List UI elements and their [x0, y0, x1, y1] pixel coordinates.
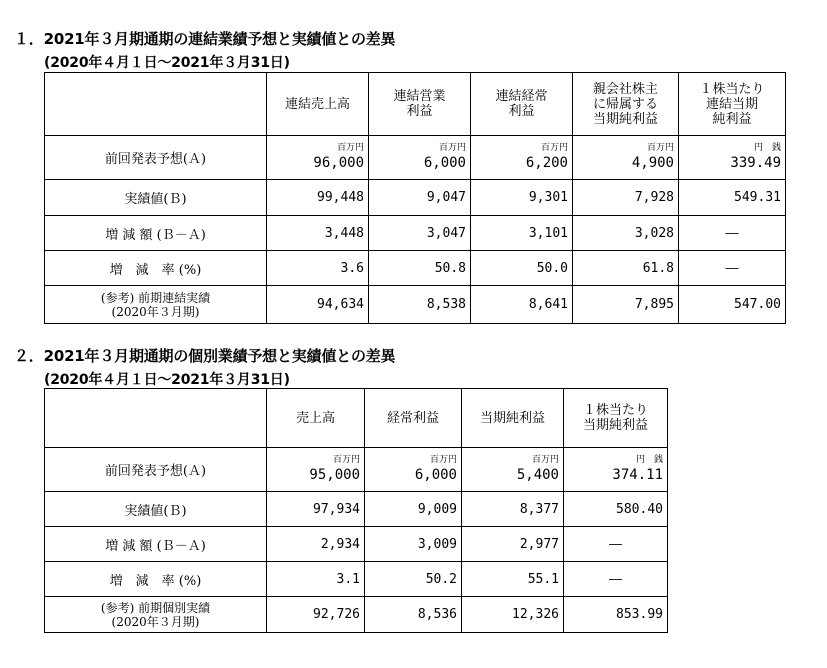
- table-row: [45, 527, 668, 562]
- cell-value-dash: ―: [679, 216, 786, 251]
- cell-value: 9,047: [369, 180, 471, 216]
- cell-value: 2,934: [267, 527, 365, 562]
- row-label: 実績値(Ｂ): [45, 180, 267, 216]
- col-header-eps: １株当たり 当期純利益: [564, 389, 668, 448]
- unit-label: 百万円: [438, 143, 466, 153]
- unit-label: 百万円: [540, 143, 568, 153]
- row-label: (参考) 前期個別実績 (2020年３月期): [45, 597, 267, 633]
- col-header-net-income: 親会社株主 に帰属する 当期純利益: [573, 73, 679, 136]
- cell-value: 8,641: [471, 286, 573, 324]
- cell-value: 97,934: [267, 492, 365, 527]
- unit-label: 百万円: [646, 143, 674, 153]
- cell-value: 12,326: [462, 597, 564, 633]
- cell-value: 8,536: [365, 597, 462, 633]
- cell-value: 4,900: [631, 155, 674, 171]
- cell-value-dash: ―: [564, 527, 668, 562]
- unit-label: 百万円: [336, 143, 364, 153]
- cell-value: 374.11: [612, 467, 663, 483]
- row-label: (参考) 前期連結実績 (2020年３月期): [45, 286, 267, 324]
- row-label: 増 減 額 (Ｂ－Ａ): [45, 527, 267, 562]
- cell-value: 50.8: [369, 251, 471, 286]
- unit-label: 百万円: [531, 455, 559, 465]
- table-cell: [369, 136, 471, 180]
- cell-value: 99,448: [267, 180, 369, 216]
- table-cell: [267, 136, 369, 180]
- cell-value: 6,200: [525, 155, 568, 171]
- cell-value-dash: ―: [564, 562, 668, 597]
- table-row: [45, 216, 786, 251]
- cell-value: 55.1: [462, 562, 564, 597]
- row-label: 増 減 額 (Ｂ－Ａ): [45, 216, 267, 251]
- cell-value: 8,377: [462, 492, 564, 527]
- row-label: 前回発表予想(Ａ): [45, 136, 267, 180]
- section2-period: (2020年４月１日～2021年３月31日): [44, 372, 290, 388]
- table-cell: [365, 448, 462, 492]
- col-header-consolidated-sales: 連結売上高: [267, 73, 369, 136]
- cell-value: 547.00: [679, 286, 786, 324]
- cell-value: 50.0: [471, 251, 573, 286]
- cell-value: 549.31: [679, 180, 786, 216]
- cell-value: 8,538: [369, 286, 471, 324]
- col-header-eps: １株当たり 連結当期 純利益: [679, 73, 786, 136]
- row-label: 実績値(Ｂ): [45, 492, 267, 527]
- cell-value: 7,928: [573, 180, 679, 216]
- cell-value: 3,009: [365, 527, 462, 562]
- cell-value: 853.99: [564, 597, 668, 633]
- table-cell: [573, 136, 679, 180]
- cell-value: 3.6: [267, 251, 369, 286]
- row-label: 増 減 率 (%): [45, 562, 267, 597]
- consolidated-forecast-table: [44, 72, 786, 324]
- cell-value: 6,000: [414, 467, 457, 483]
- cell-value: 5,400: [516, 467, 559, 483]
- col-header-operating-profit: 連結営業 利益: [369, 73, 471, 136]
- header-blank-cell: [45, 73, 267, 136]
- table-cell: [471, 136, 573, 180]
- table-cell: [564, 448, 668, 492]
- cell-value: 3,028: [573, 216, 679, 251]
- section1-title: １．2021年３月期通期の連結業績予想と実績値との差異: [14, 30, 396, 48]
- unit-label: 百万円: [332, 455, 360, 465]
- cell-value: 580.40: [564, 492, 668, 527]
- unit-label: 百万円: [429, 455, 457, 465]
- cell-value: 6,000: [423, 155, 466, 171]
- col-header-ordinary-profit: 経常利益: [365, 389, 462, 448]
- cell-value: 2,977: [462, 527, 564, 562]
- cell-value: 61.8: [573, 251, 679, 286]
- table-cell: [267, 448, 365, 492]
- cell-value: 95,000: [309, 467, 360, 483]
- non-consolidated-forecast-table: [44, 388, 668, 633]
- cell-value: 3,101: [471, 216, 573, 251]
- cell-value: 3,448: [267, 216, 369, 251]
- table-row: [45, 251, 786, 286]
- table-cell: [462, 448, 564, 492]
- row-label: 前回発表予想(Ａ): [45, 448, 267, 492]
- col-header-net-income: 当期純利益: [462, 389, 564, 448]
- row-label: 増 減 率 (%): [45, 251, 267, 286]
- section2-title: ２．2021年３月期通期の個別業績予想と実績値との差異: [14, 347, 396, 365]
- section1-period: (2020年４月１日～2021年３月31日): [44, 55, 290, 71]
- table-row: [45, 180, 786, 216]
- table-row: [45, 492, 668, 527]
- table-cell: [679, 136, 786, 180]
- header-blank-cell: [45, 389, 267, 448]
- cell-value: 9,301: [471, 180, 573, 216]
- cell-value: 3,047: [369, 216, 471, 251]
- unit-label: 円 銭: [753, 143, 781, 153]
- cell-value: 7,895: [573, 286, 679, 324]
- cell-value: 3.1: [267, 562, 365, 597]
- cell-value: 339.49: [730, 155, 781, 171]
- cell-value: 9,009: [365, 492, 462, 527]
- cell-value: 96,000: [313, 155, 364, 171]
- table-row: [45, 597, 668, 633]
- table-row: [45, 562, 668, 597]
- cell-value-dash: ―: [679, 251, 786, 286]
- table-row: [45, 286, 786, 324]
- unit-label: 円 銭: [635, 455, 663, 465]
- col-header-ordinary-profit: 連結経常 利益: [471, 73, 573, 136]
- table-row: [45, 136, 786, 180]
- col-header-sales: 売上高: [267, 389, 365, 448]
- table-header-row: [45, 73, 786, 136]
- cell-value: 94,634: [267, 286, 369, 324]
- cell-value: 50.2: [365, 562, 462, 597]
- cell-value: 92,726: [267, 597, 365, 633]
- table-header-row: [45, 389, 668, 448]
- table-row: [45, 448, 668, 492]
